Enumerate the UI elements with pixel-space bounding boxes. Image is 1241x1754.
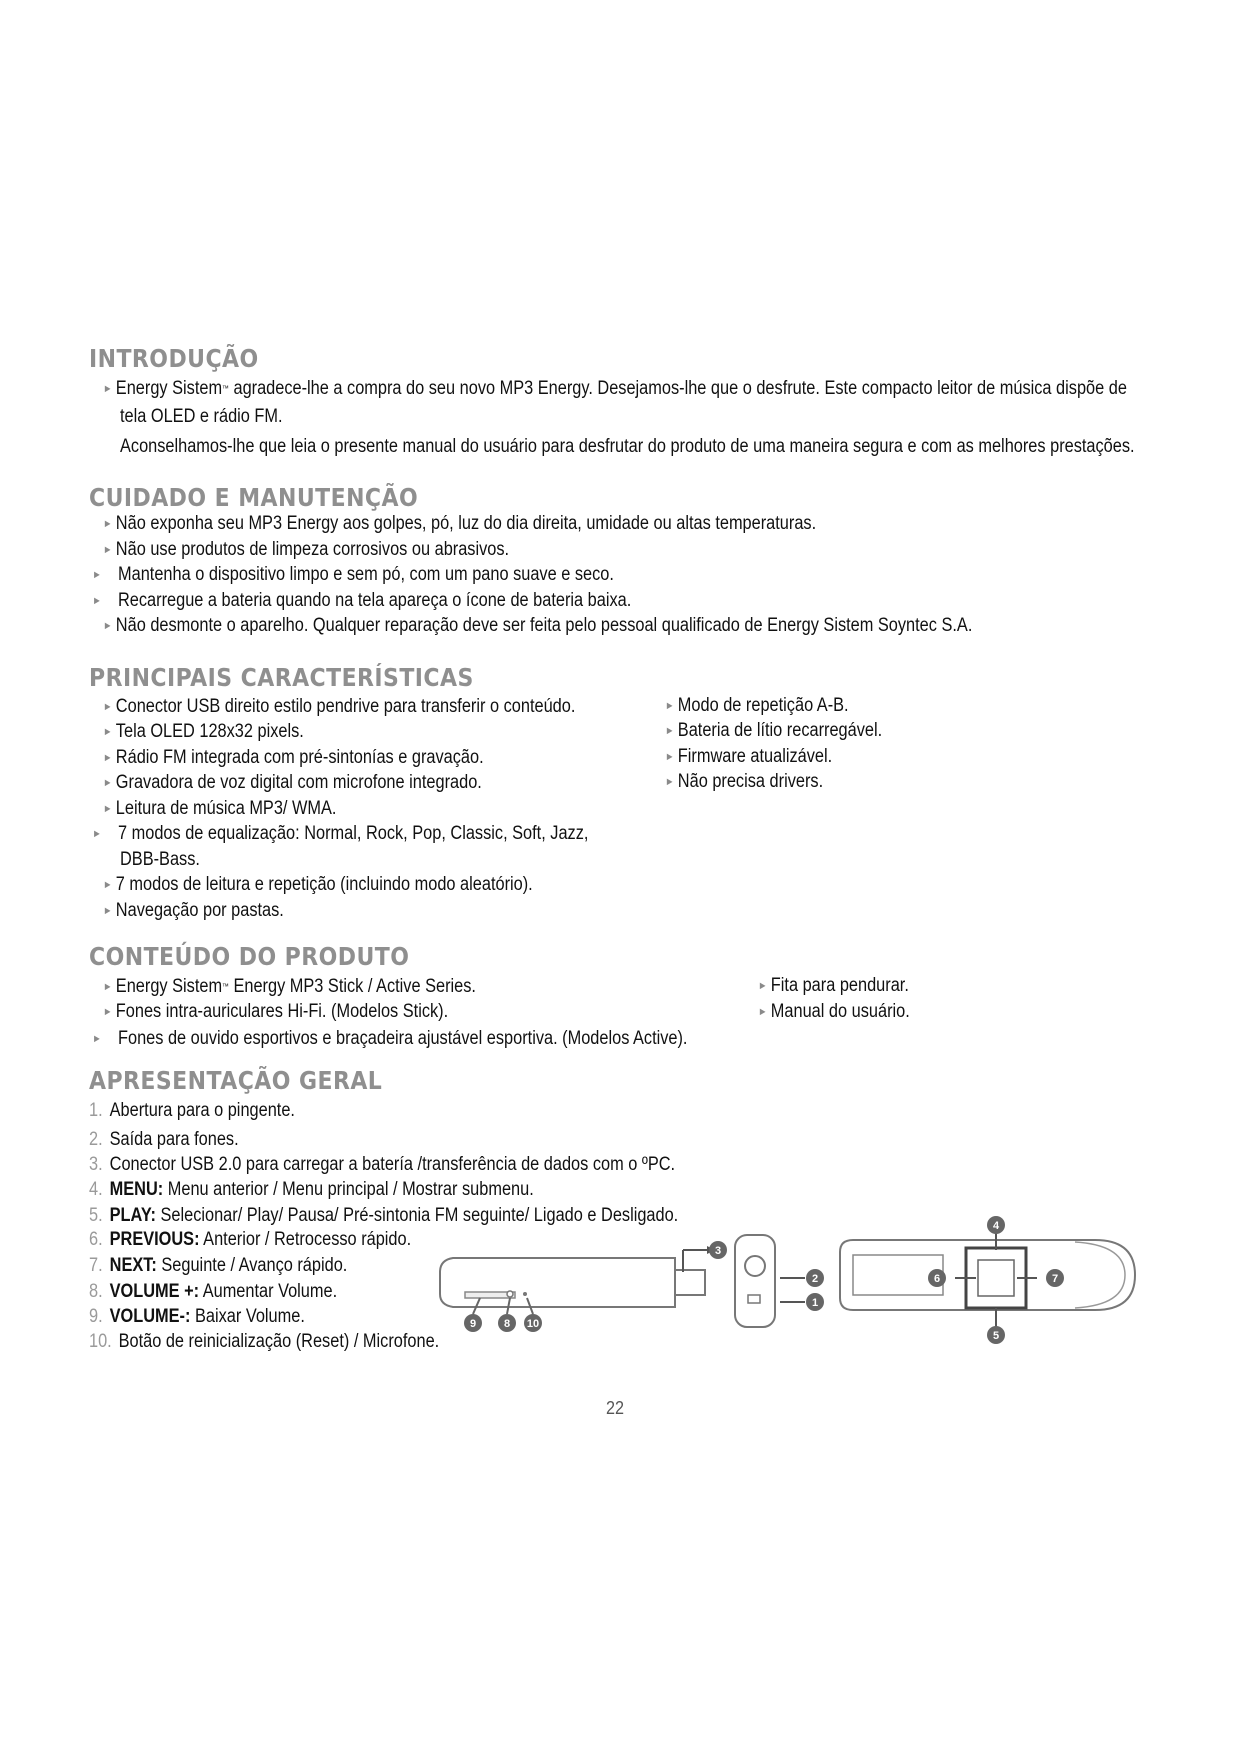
list-item	[103, 1000, 448, 1026]
callout-label: 2	[811, 1273, 819, 1285]
control-label: PLAY:	[109, 1205, 156, 1226]
list-item	[103, 899, 284, 925]
list-item	[103, 695, 575, 721]
trademark-mark: ™	[222, 982, 229, 991]
list-number: 8.	[89, 1281, 103, 1302]
list-item-text: Fita para pendurar.	[770, 975, 909, 996]
arrow-bullet-icon: ►	[665, 725, 675, 737]
list-number: 5.	[89, 1205, 103, 1226]
list-number: 2.	[89, 1129, 103, 1150]
callout-label: 5	[992, 1330, 1000, 1342]
list-item	[103, 975, 476, 1002]
list-item-text: Firmware atualizável.	[677, 746, 833, 767]
list-item-text: Não precisa drivers.	[677, 771, 824, 792]
arrow-bullet-icon: ►	[103, 383, 113, 395]
list-item-text: Selecionar/ Play/ Pausa/ Pré-sintonia FM seguinte/ Ligado e Desligado.	[155, 1205, 679, 1226]
list-item-text: Botão de reinicialização (Reset) / Microfone.	[118, 1331, 440, 1352]
list-item-text: Menu anterior / Menu principal / Mostrar submenu.	[163, 1179, 534, 1200]
list-item	[758, 974, 909, 1000]
control-label: MENU:	[109, 1179, 164, 1200]
list-item-text: Leitura de música MP3/ WMA.	[115, 798, 337, 819]
list-item	[665, 694, 849, 720]
arrow-bullet-icon: ►	[92, 828, 102, 840]
list-item-text: Gravadora de voz digital com microfone integrado.	[115, 772, 482, 793]
numbered-list-item	[89, 1280, 337, 1304]
callout-label: 8	[503, 1318, 511, 1330]
numbered-list-item	[89, 1330, 439, 1354]
arrow-bullet-icon: ►	[665, 776, 675, 788]
list-item-text: Energy MP3 Stick / Active Series.	[228, 976, 476, 997]
intro-line-3: Aconselhamos-lhe que leia o presente manual do usuário para desfrutar do produto de uma maneira segura e com as melhores prestações.	[120, 436, 1135, 457]
arrow-bullet-icon: ►	[103, 518, 113, 530]
control-label: NEXT:	[109, 1255, 157, 1276]
list-item	[92, 822, 589, 846]
list-item-text: Saída para fones.	[109, 1129, 239, 1150]
list-item	[103, 873, 533, 899]
list-item	[103, 720, 304, 746]
arrow-bullet-icon: ►	[103, 620, 113, 632]
callout-label: 6	[933, 1273, 941, 1285]
callout-label: 10	[526, 1318, 540, 1330]
device-top-view	[840, 1233, 1135, 1328]
list-item-text: Modo de repetição A-B.	[677, 695, 849, 716]
list-number: 1.	[89, 1100, 103, 1121]
list-number: 7.	[89, 1255, 103, 1276]
list-item-text: Fones de ouvido esportivos e braçadeira ajustável esportiva. (Modelos Active).	[118, 1028, 688, 1049]
list-item-text: Mantenha o dispositivo limpo e sem pó, com um pano suave e seco.	[118, 564, 614, 585]
arrow-bullet-icon: ►	[103, 803, 113, 815]
numbered-list-item	[89, 1228, 411, 1252]
arrow-bullet-icon: ►	[103, 544, 113, 556]
list-item-text: Conector USB 2.0 para carregar a batería /transferência de dados com o ºPC.	[109, 1154, 676, 1175]
intro-brand: Energy Sistem	[115, 378, 223, 399]
list-number: 6.	[89, 1229, 103, 1250]
trademark-mark: ™	[222, 384, 229, 393]
device-front-view	[735, 1235, 805, 1327]
intro-line-1	[103, 377, 1127, 404]
list-item	[665, 745, 832, 771]
list-item-text: Tela OLED 128x32 pixels.	[115, 721, 304, 742]
list-item-text: Bateria de lítio recarregável.	[677, 720, 883, 741]
control-label: PREVIOUS:	[109, 1229, 200, 1250]
list-item	[758, 1000, 910, 1026]
list-number: 4.	[89, 1179, 103, 1200]
list-item	[103, 538, 509, 564]
list-item-text: Fones intra-auriculares Hi-Fi. (Modelos Stick).	[115, 1001, 449, 1022]
section-title-cuidado: CUIDADO E MANUTENÇÃO	[89, 483, 419, 512]
section-title-apresentacao: APRESENTAÇÃO GERAL	[89, 1066, 383, 1095]
list-item-text: Manual do usuário.	[770, 1001, 910, 1022]
numbered-list-item	[89, 1254, 347, 1278]
section-title-caracteristicas: PRINCIPAIS CARACTERÍSTICAS	[89, 663, 474, 692]
list-item	[103, 512, 816, 538]
arrow-bullet-icon: ►	[665, 700, 675, 712]
list-item-text: Recarregue a bateria quando na tela apareça o ícone de bateria baixa.	[118, 590, 632, 611]
list-item-continuation: DBB-Bass.	[120, 849, 200, 870]
callout-label: 3	[714, 1245, 722, 1257]
product-brand: Energy Sistem	[115, 976, 223, 997]
arrow-bullet-icon: ►	[758, 980, 768, 992]
list-item	[92, 563, 614, 587]
list-item-text: Rádio FM integrada com pré-sintonías e gravação.	[115, 747, 484, 768]
list-item	[92, 1027, 688, 1051]
list-item-text: Baixar Volume.	[190, 1306, 305, 1327]
list-item-text: Não use produtos de limpeza corrosivos ou abrasivos.	[115, 539, 510, 560]
list-item	[103, 771, 482, 797]
callout-label: 4	[992, 1220, 1000, 1232]
numbered-list-item	[89, 1099, 295, 1123]
numbered-list-item	[89, 1128, 239, 1152]
list-number: 10.	[89, 1331, 112, 1352]
arrow-bullet-icon: ►	[103, 726, 113, 738]
list-item-text: Não exponha seu MP3 Energy aos golpes, pó, luz do dia direita, umidade ou altas temperaturas.	[115, 513, 817, 534]
list-item	[103, 746, 484, 772]
numbered-list-item	[89, 1153, 675, 1177]
intro-text: agradece-lhe a compra do seu novo MP3 Energy. Desejamos-lhe que o desfrute. Este compacto leitor de música dispõe de	[228, 378, 1127, 399]
list-item-text: Não desmonte o aparelho. Qualquer reparação deve ser feita pelo pessoal qualificado de Energy Sistem Soyntec S.A.	[115, 615, 973, 636]
numbered-list-item	[89, 1305, 305, 1329]
arrow-bullet-icon: ►	[665, 751, 675, 763]
list-item-text: Conector USB direito estilo pendrive para transferir o conteúdo.	[115, 696, 576, 717]
arrow-bullet-icon: ►	[758, 1006, 768, 1018]
control-label: VOLUME +:	[109, 1281, 200, 1302]
section-title-introducao: INTRODUÇÃO	[89, 344, 259, 373]
list-item	[103, 614, 972, 640]
list-item	[665, 719, 882, 745]
arrow-bullet-icon: ►	[103, 981, 113, 993]
list-item-text: 7 modos de leitura e repetição (incluindo modo aleatório).	[115, 874, 533, 895]
intro-line-2: tela OLED e rádio FM.	[120, 406, 283, 427]
arrow-bullet-icon: ►	[103, 701, 113, 713]
arrow-bullet-icon: ►	[103, 777, 113, 789]
list-item	[103, 797, 336, 823]
device-diagram	[435, 1210, 1140, 1355]
callout-label: 7	[1051, 1273, 1059, 1285]
arrow-bullet-icon: ►	[103, 1006, 113, 1018]
list-item-text: Seguinte / Avanço rápido.	[156, 1255, 348, 1276]
section-title-conteudo: CONTEÚDO DO PRODUTO	[89, 942, 410, 971]
list-item-text: Abertura para o pingente.	[109, 1100, 295, 1121]
list-item	[665, 770, 823, 796]
arrow-bullet-icon: ►	[92, 1033, 102, 1045]
callout-label: 9	[469, 1318, 477, 1330]
list-item-text: Aumentar Volume.	[199, 1281, 338, 1302]
arrow-bullet-icon: ►	[103, 752, 113, 764]
control-label: VOLUME-:	[109, 1306, 191, 1327]
list-item-text: Anterior / Retrocesso rápido.	[199, 1229, 412, 1250]
callout-label: 1	[811, 1297, 819, 1309]
list-number: 3.	[89, 1154, 103, 1175]
arrow-bullet-icon: ►	[103, 905, 113, 917]
arrow-bullet-icon: ►	[92, 595, 102, 607]
arrow-bullet-icon: ►	[92, 569, 102, 581]
page-number: 22	[606, 1398, 625, 1418]
list-item-text: 7 modos de equalização: Normal, Rock, Pop, Classic, Soft, Jazz,	[118, 823, 589, 844]
arrow-bullet-icon: ►	[103, 879, 113, 891]
list-item	[92, 589, 632, 613]
numbered-list-item	[89, 1178, 534, 1202]
list-number: 9.	[89, 1306, 103, 1327]
list-item-text: Navegação por pastas.	[115, 900, 284, 921]
